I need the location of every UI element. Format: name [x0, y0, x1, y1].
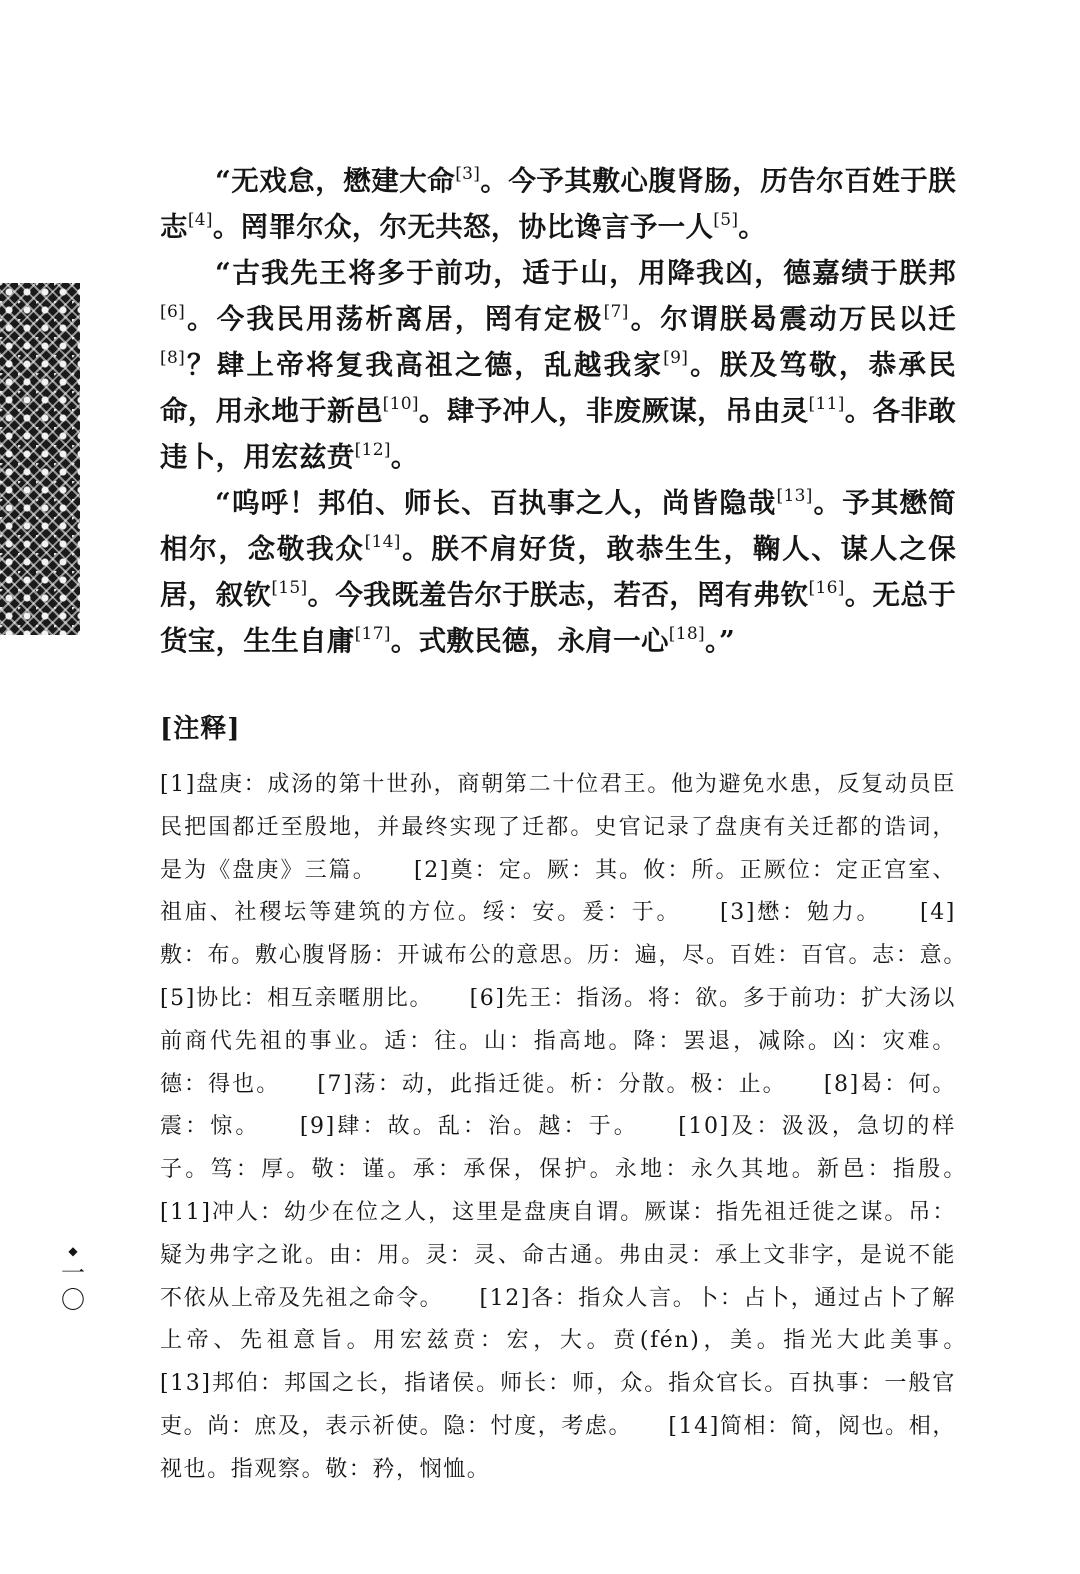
paragraph: “呜呼！邦伯、师长、百执事之人，尚皆隐哉[13]。予其懋简相尔，念敬我众[14]。朕不肩好货，敢恭生生，鞠人、谋人之保居，叙钦[15]。今我既羞告尔于朕志，若否，罔有弗钦[16]。无总于货宝，生生自庸[17]。式敷民德，永肩一心[18]。” — [160, 485, 956, 657]
page-number-digit: 一 — [61, 1259, 85, 1287]
main-text — [160, 158, 956, 664]
paragraph: “古我先王将多于前功，适于山，用降我凶，德嘉绩于朕邦[6]。今我民用荡析离居，罔有定极[7]。尔谓朕曷震动万民以迁[8]？肆上帝将复我高祖之德，乱越我家[9]。朕及笃敬，恭承民命，用永地于新邑[10]。肆予冲人，非废厥谋，吊由灵[11]。各非敢违卜，用宏兹贲[12]。 — [160, 257, 956, 473]
page-number — [54, 1242, 92, 1314]
note-ref: [12] — [354, 439, 391, 460]
page-marker-icon: ◆ — [68, 1244, 78, 1258]
note-ref: [11] — [808, 393, 845, 414]
note-ref: [3] — [455, 163, 481, 184]
note-ref: [13] — [776, 485, 813, 506]
note-ref: [17] — [354, 623, 391, 644]
note-ref: [4] — [187, 209, 213, 230]
note-ref: [8] — [160, 347, 186, 368]
notes-text: [1]盘庚：成汤的第十世孙，商朝第二十位君王。他为避免水患，反复动员臣民把国都迁至殷地，并最终实现了迁都。史官记录了盘庚有关迁都的诰词，是为《盘庚》三篇。 [2]奠：定。厥：其。攸：所。正厥位：定正宫室、祖庙、社稷坛等建筑的方位。绥：安。爰：于。 [3]懋：勉力。 [4]敷：布。敷心腹肾肠：开诚布公的意思。历：遍，尽。百姓：百官。志：意。 [5]协比：相互亲暱朋比。 [6]先王：指汤。将：欲。多于前功：扩大汤以前商代先祖的事业。适：往。山：指高地。降：罢退，减除。凶：灾难。德：得也。 [7]荡：动，此指迁徙。析：分散。极：止。 [8]曷：何。震：惊。 [9]肆：故。乱：治。越：于。 [10]及：汲汲，急切的样子。笃：厚。敬：谨。承：承保，保护。永地：永久其地。新邑：指殷。 [11]冲人：幼少在位之人，这里是盘庚自谓。厥谋：指先祖迁徙之谋。吊：疑为弗字之讹。由：用。灵：灵、命古通。弗由灵：承上文非字，是说不能不依从上帝及先祖之命令。 [12]各：指众人言。卜：占卜，通过占卜了解上帝、先祖意旨。用宏兹贲：宏，大。贲(fén)，美。指光大此美事。 [13]邦伯：邦国之长，指诸侯。师长：师，众。指众官长。百执事：一般官吏。尚：庶及，表示祈使。隐：忖度，考虑。 [14]简相：简，阅也。相，视也。指观察。敬：矜，悯恤。 — [160, 772, 1004, 1482]
note-ref: [6] — [160, 301, 186, 322]
note-ref: [5] — [713, 209, 739, 230]
note-ref: [14] — [364, 531, 401, 552]
notes-heading: [注释] — [160, 714, 241, 744]
note-ref: [10] — [382, 393, 419, 414]
note-ref: [9] — [663, 347, 689, 368]
paragraph: “无戏怠，懋建大命[3]。今予其敷心腹肾肠，历告尔百姓于朕志[4]。罔罪尔众，尔无共怒，协比谗言予一人[5]。 — [160, 163, 956, 243]
notes — [160, 764, 1004, 1492]
note-ref: [7] — [603, 301, 629, 322]
note-ref: [18] — [668, 623, 705, 644]
note-ref: [16] — [808, 577, 845, 598]
note-ref: [15] — [271, 577, 308, 598]
page-number-digit: 〇 — [61, 1286, 85, 1314]
decorative-side-pattern — [0, 283, 80, 635]
